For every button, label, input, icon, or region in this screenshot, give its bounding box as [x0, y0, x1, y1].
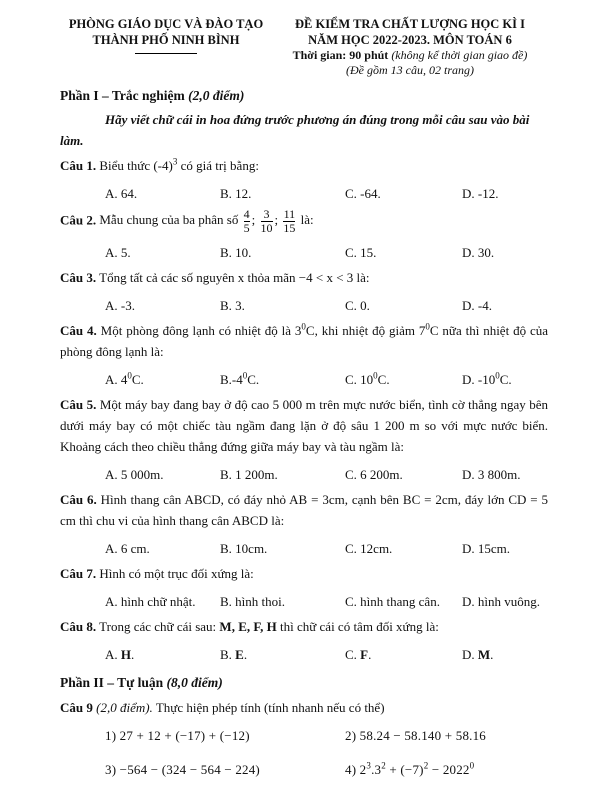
expression: 1) 27 + 12 + (−17) + (−12) [105, 728, 250, 743]
question9-expressions [60, 725, 548, 780]
option: B. 3. [220, 298, 245, 313]
option: D. 3 800m. [462, 467, 521, 482]
question-body: Biểu thức $(-4)^3$ có giá trị bằng: [96, 156, 259, 173]
question-text [60, 616, 548, 637]
question-text [60, 563, 548, 584]
expression: 4) $2^3.3^2 + (-7)^2 - 2022^0$ [345, 760, 475, 777]
option: C. 6 200m. [345, 467, 403, 482]
question-label: Câu 5. [60, 397, 97, 412]
option: C. 15. [345, 245, 377, 260]
option: D. hình vuông. [462, 594, 540, 609]
question-body: Một máy bay đang bay ở độ cao 5 000 m trên mực nước biển, tình cờ thẳng ngay bên dưới máy bay có một chiếc tàu ngầm đang lặn ở độ sâu 1 200 m so với mực nước biển. Khoảng cách theo chiều thẳng đứng giữa máy bay và tàu ngầm là: [60, 397, 549, 454]
option: C. hình thang cân. [345, 594, 440, 609]
math-expression: −4 < x < 3 [298, 270, 354, 285]
part1-instruction: Hãy viết chữ cái in hoa đứng trước phương án đúng trong mỗi câu sau vào bài làm. [60, 112, 530, 148]
options-row [60, 242, 548, 263]
option: A. 64. [105, 186, 138, 201]
exam-time-line [272, 48, 548, 63]
question-body: Tổng tất cả các số nguyên x thỏa mãn −4 < x < 3 là: [96, 270, 370, 285]
options-row [60, 464, 548, 485]
part2-title: Phần II – Tự luận (8,0 điểm) [60, 675, 223, 690]
option: D. $-10^0C$. [462, 370, 512, 387]
option: A. $4^0C$. [105, 370, 144, 387]
option: A. hình chữ nhật. [105, 594, 196, 609]
question-label: Câu 3. [60, 270, 97, 285]
question9-label: Câu 9 [60, 700, 97, 715]
part1-title: Phần I – Trắc nghiệm (2,0 điểm) [60, 88, 245, 103]
option: $B.-4^0C$. [220, 370, 260, 387]
question-text [60, 394, 548, 457]
option: C. $10^0C$. [345, 370, 390, 387]
question-label: Câu 8. [60, 619, 97, 634]
question-text [60, 320, 548, 362]
question-block [60, 616, 548, 665]
question-body: Hình thang cân ABCD, có đáy nhỏ AB = 3cm, cạnh bên BC = 2cm, đáy lớn CD = 5 cm thì chu vi của hình thang cân ABCD là: [60, 492, 548, 528]
option: D. 15cm. [462, 541, 511, 556]
question9-points: (2,0 điểm). [96, 700, 153, 715]
option: B. 10. [220, 245, 252, 260]
question-block [60, 155, 548, 204]
question-block [60, 267, 548, 316]
exam-title-line1: ĐỀ KIỂM TRA CHẤT LƯỢNG HỌC KÌ I [294, 17, 525, 31]
exam-title-line2: NĂM HỌC 2022-2023. MÔN TOÁN 6 [308, 33, 512, 47]
option: C. 0. [345, 298, 370, 313]
options-row [60, 295, 548, 316]
option: A. -3. [105, 298, 135, 313]
question-block [60, 489, 548, 559]
question-body: Mẫu chung của ba phân số $\frac{4}{5}$ ; $\frac{3}{10}$ ; $\frac{11}{15}$ là: [96, 207, 314, 235]
question-block [60, 563, 548, 612]
option: C. -64. [345, 186, 381, 201]
options-row [60, 369, 548, 390]
fraction: $\frac{11}{15}$ [283, 207, 296, 235]
option: D. 30. [462, 245, 495, 260]
option: B. 1 200m. [220, 467, 278, 482]
question9-text: Thực hiện phép tính (tính nhanh nếu có thể) [152, 700, 385, 715]
exam-pages-line [272, 63, 548, 78]
part2-points: (8,0 điểm) [166, 675, 223, 690]
option: B. hình thoi. [220, 594, 286, 609]
options-row [60, 183, 548, 204]
option: D. -4. [462, 298, 492, 313]
issuer-line2: THÀNH PHỐ NINH BÌNH [92, 33, 240, 47]
part1-points: (2,0 điểm) [188, 88, 245, 103]
option: D. -12. [462, 186, 499, 201]
question-body: Hình có một trục đối xứng là: [96, 566, 254, 581]
options-row [60, 538, 548, 559]
option: C. 12cm. [345, 541, 393, 556]
question-label: Câu 4. [60, 323, 97, 338]
expression: 2) 58.24 − 58.140 + 58.16 [345, 728, 486, 743]
exam-time-italic: (không kể thời gian giao đề) [388, 48, 528, 62]
fraction: $\frac{4}{5}$ [243, 207, 250, 235]
question-body: Trong các chữ cái sau: M, E, F, H thì chữ cái có tâm đối xứng là: [96, 619, 439, 634]
expression: 3) −564 − (324 − 564 − 224) [105, 762, 260, 777]
question-body: Một phòng đông lạnh có nhiệt độ là $3^0C$, khi nhiệt độ giảm $7^0C$ nữa thì nhiệt độ của phòng đông lạnh là: [60, 321, 548, 359]
question-block [60, 208, 548, 263]
questions-container [60, 155, 548, 665]
option: C. F. [345, 647, 372, 662]
question-label: Câu 2. [60, 212, 97, 228]
option: A. H. [105, 647, 135, 662]
question-block [60, 320, 548, 390]
question-label: Câu 1. [60, 158, 97, 173]
header-issuer [60, 16, 272, 54]
options-row [60, 644, 548, 665]
option: B. 12. [220, 186, 252, 201]
option: A. 6 cm. [105, 541, 150, 556]
header-exam-title [272, 16, 548, 78]
header-rule [135, 53, 197, 54]
question-text [60, 489, 548, 531]
option: B. 10cm. [220, 541, 268, 556]
question-text [60, 267, 548, 288]
page-header [60, 16, 548, 78]
options-row [60, 591, 548, 612]
question-label: Câu 7. [60, 566, 97, 581]
option: B. E. [220, 647, 248, 662]
question-block [60, 394, 548, 485]
exam-pages-italic: (Đề gồm 13 câu, 02 trang) [346, 63, 474, 77]
issuer-line1: PHÒNG GIÁO DỤC VÀ ĐÀO TẠO [68, 17, 264, 31]
option: D. M. [462, 647, 494, 662]
question-text [60, 155, 548, 176]
question-label: Câu 6. [60, 492, 97, 507]
exam-time-bold: Thời gian: 90 phút [292, 48, 389, 62]
question-text [60, 208, 548, 235]
option: A. 5. [105, 245, 131, 260]
fraction: $\frac{3}{10}$ [260, 207, 273, 235]
option: A. 5 000m. [105, 467, 164, 482]
question9-heading [60, 697, 548, 718]
